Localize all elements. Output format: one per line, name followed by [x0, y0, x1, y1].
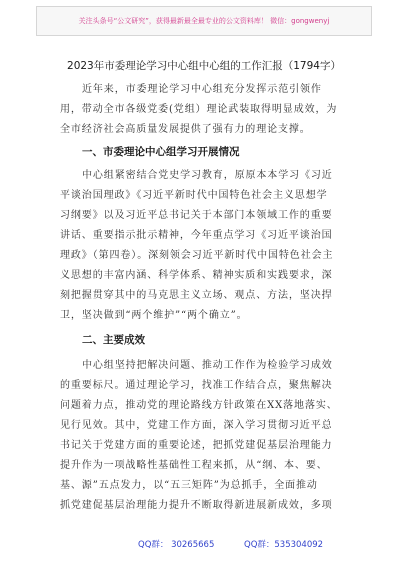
- paragraph-line: 近年来，市委理论学习中心组充分发挥示范引领作: [82, 84, 322, 95]
- paragraph-line: 中心组坚持把解决问题、推动工作作为检验学习成效: [82, 360, 333, 371]
- paragraph-line: 的重要标尺。通过理论学习，找准工作结合点，聚焦解决: [60, 380, 333, 391]
- paragraph-line: 见行见效。其中，党建工作方面，深入学习贯彻习近平总: [60, 420, 333, 431]
- paragraph-line: 全市经济社会高质量发展提供了强有力的理论支撑。: [60, 124, 311, 135]
- paragraph-line: 理政》（第四卷）。深刻领会习近平新时代中国特色社会主: [60, 250, 334, 261]
- section-heading-2: 二、主要成效: [82, 334, 145, 346]
- paragraph-line: 问题着力点，推动党的理论路线方针政策在XX落地落实、: [60, 400, 338, 411]
- paragraph-line: 抓党建促基层治理能力提升不断取得新进展新成效，多项: [60, 500, 333, 511]
- header-banner: [36, 6, 372, 36]
- paragraph-line: 平谈治国理政》《习近平新时代中国特色社会主义思想学: [60, 190, 328, 201]
- footer-qq-group-1: QQ群： 30265665: [138, 540, 215, 550]
- paragraph-line: 义思想的丰富内涵、科学体系、精神实质和实践要求，深: [60, 270, 333, 281]
- paragraph-line: 基、源”五点发力，以“五三矩阵”为总抓手，全面推动: [60, 480, 318, 491]
- paragraph-line: 书记关于党建方面的重要论述，把抓党建促基层治理能力: [60, 440, 333, 451]
- document-title: 2023年市委理论学习中心组中心组的工作汇报（1794字）: [67, 60, 341, 72]
- paragraph-line: 卫，坚决做到“两个维护”“两个确立”。: [60, 310, 248, 321]
- paragraph-line: 中心组紧密结合党史学习教育，原原本本学习《习近: [82, 170, 333, 181]
- paragraph-line: 刻把握贯穿其中的马克思主义立场、观点、方法，坚决捍: [60, 290, 333, 301]
- paragraph-line: 讲话、重要指示批示精神，今年重点学习《习近平谈治国: [60, 230, 333, 241]
- paragraph-line: 用，带动全市各级党委(党组）理论武装取得明显成效，为: [60, 104, 338, 115]
- banner-text: 关注头条号“公文研究”，获得最新最全最专业的公文资料库！ 微信：gongwenyj: [78, 17, 330, 25]
- paragraph-line: 习纲要》以及习近平总书记关于本部门本领域工作的重要: [60, 210, 333, 221]
- paragraph-line: 提升作为一项战略性基础性工程来抓，从“纲、本、要、: [60, 460, 328, 471]
- section-heading-1: 一、市委理论中心组学习开展情况: [82, 146, 240, 158]
- footer-qq-group-2: QQ群：535304092: [244, 540, 324, 550]
